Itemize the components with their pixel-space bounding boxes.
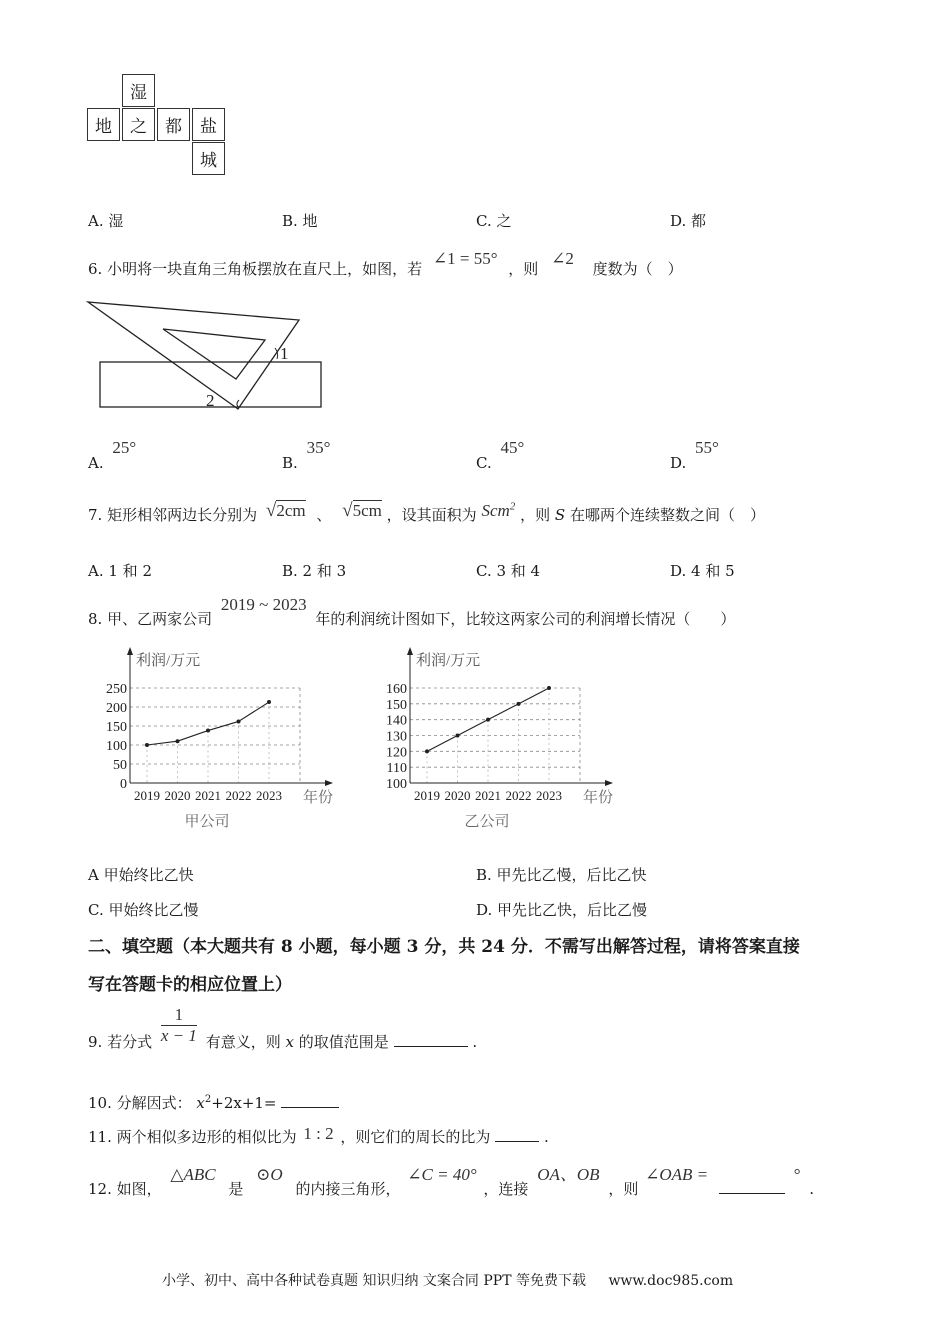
data-point <box>176 739 180 743</box>
q10-lead: 10. 分解因式： <box>88 1094 192 1112</box>
data-point <box>547 686 551 690</box>
option-d[interactable]: D. 都 <box>670 212 707 230</box>
option-value: 45° <box>500 438 525 457</box>
q7-option-a[interactable]: A. 1 和 2 <box>88 562 152 580</box>
q8-lead: 8. 甲、乙两家公司 <box>88 610 213 628</box>
question-8-stem <box>88 594 736 628</box>
q8-years: 2019 ~ 2023 <box>220 595 307 614</box>
q7-var: S <box>554 506 566 524</box>
option-value: 25° <box>112 438 137 457</box>
option-value: 55° <box>695 438 719 457</box>
chart-caption: 甲公司 <box>184 814 230 830</box>
q6-option-d[interactable] <box>670 438 719 472</box>
x-tick-label: 2019 <box>134 788 160 803</box>
q7-mid: ，设其面积为 <box>386 506 477 524</box>
answer-blank[interactable] <box>281 1093 339 1108</box>
q12-segments: OA、OB <box>537 1165 600 1184</box>
q9-tail: 的取值范围是 <box>298 1033 389 1051</box>
x-tick-label: 2023 <box>536 788 562 803</box>
data-point <box>237 719 241 723</box>
q9-end: . <box>472 1033 478 1051</box>
data-point <box>486 718 490 722</box>
option-letter: A. <box>88 454 104 472</box>
q12-degree: ° <box>793 1165 801 1184</box>
q12-triangle: △ABC <box>170 1165 216 1184</box>
x-axis-title: 年份 <box>583 790 614 806</box>
net-cell: 城 <box>192 142 225 175</box>
answer-blank[interactable] <box>495 1127 539 1142</box>
q7-option-b[interactable]: B. 2 和 3 <box>282 562 347 580</box>
q12-end: . <box>809 1180 815 1198</box>
data-point <box>206 729 210 733</box>
y-tick-label: 150 <box>106 720 127 735</box>
q8-tail: 年的利润统计图如下，比较这两家公司的利润增长情况（ ） <box>315 610 736 628</box>
data-point <box>145 743 149 747</box>
q12-mid: 的内接三角形， <box>295 1180 401 1198</box>
q7-sep: 、 <box>316 506 332 524</box>
x-tick-label: 2020 <box>164 788 191 803</box>
q6-target: ∠2 <box>551 249 574 268</box>
data-point <box>456 734 460 738</box>
option-letter: B. <box>282 454 298 472</box>
answer-blank[interactable] <box>394 1032 468 1047</box>
angle-label-2: 2 <box>206 391 215 410</box>
q12-lead: 12. 如图， <box>88 1180 162 1198</box>
x-tick-label: 2019 <box>414 788 440 803</box>
q12-circle: ⊙O <box>256 1165 283 1184</box>
question-12 <box>88 1160 815 1198</box>
q6-option-b[interactable] <box>282 438 331 472</box>
y-tick-label: 200 <box>106 701 127 716</box>
q11-lead: 11. 两个相似多边形的相似比为 <box>88 1128 297 1146</box>
q10-x: x <box>196 1094 205 1112</box>
chart-caption: 乙公司 <box>464 814 510 830</box>
y-tick-label: 140 <box>386 713 407 729</box>
option-b[interactable]: B. 地 <box>282 212 318 230</box>
net-cell: 湿 <box>122 74 155 107</box>
net-cell: 盐 <box>192 108 225 141</box>
answer-blank[interactable] <box>719 1179 785 1194</box>
data-point <box>267 700 271 704</box>
option-c[interactable]: C. 之 <box>476 212 512 230</box>
y-tick-label: 160 <box>386 682 407 697</box>
q7-tail2: 在哪两个连续整数之间（ ） <box>569 506 765 524</box>
y-axis-arrow <box>407 647 413 655</box>
y-tick-label: 150 <box>386 697 407 713</box>
q9-var: x <box>285 1033 294 1051</box>
y-tick-label: 130 <box>386 729 407 745</box>
q7-tail: ，则 <box>520 506 551 524</box>
chart-company-yi <box>365 645 635 830</box>
y-axis-arrow <box>127 647 133 655</box>
set-square-outer <box>88 302 299 409</box>
chart-company-jia <box>85 645 355 830</box>
y-tick-label: 250 <box>106 682 127 697</box>
net-cell: 都 <box>157 108 190 141</box>
q8-option-b[interactable]: B. 甲先比乙慢，后比乙快 <box>476 866 647 884</box>
series-line <box>147 702 269 745</box>
y-tick-label: 110 <box>386 761 407 777</box>
data-point <box>517 702 521 706</box>
option-letter: D. <box>670 454 687 472</box>
y-tick-label: 50 <box>113 758 127 773</box>
q7-option-d[interactable]: D. 4 和 5 <box>670 562 735 580</box>
x-tick-label: 2022 <box>505 788 532 803</box>
data-point <box>425 749 429 753</box>
q6-lead: 6. 小明将一块直角三角板摆放在直尺上，如图，若 <box>88 260 423 278</box>
question-11 <box>88 1126 549 1147</box>
q12-angle: ∠C = 40° <box>407 1165 477 1184</box>
option-value: 35° <box>306 438 331 457</box>
net-cell: 地 <box>87 108 120 141</box>
q12-link: ，连接 <box>483 1180 529 1198</box>
x-axis-arrow <box>325 780 333 786</box>
sqrt-5-cm: √5cm <box>342 500 382 521</box>
q8-option-d[interactable]: D. 甲先比乙快，后比乙慢 <box>476 901 648 919</box>
x-tick-label: 2022 <box>225 788 252 803</box>
net-cell: 之 <box>122 108 155 141</box>
y-tick-label: 100 <box>386 777 407 792</box>
section-heading-line1: 二、填空题（本大题共有 8 小题，每小题 3 分，共 24 分．不需写出解答过程，请将答案直接 <box>88 937 800 957</box>
q7-lead: 7. 矩形相邻两边长分别为 <box>88 506 258 524</box>
q8-option-c[interactable]: C. 甲始终比乙慢 <box>88 901 199 919</box>
q6-condition: ∠1 = 55° <box>432 249 498 268</box>
set-square-inner <box>163 329 265 379</box>
y-axis-title: 利润/万元 <box>416 653 481 669</box>
y-tick-label: 120 <box>386 745 407 761</box>
option-letter: C. <box>476 454 492 472</box>
q11-ratio: 1 : 2 <box>303 1124 334 1143</box>
q9-mid: 有意义，则 <box>205 1033 281 1051</box>
q6-tail: 度数为（ ） <box>592 260 683 278</box>
q12-then: ，则 <box>608 1180 639 1198</box>
footer-text: 小学、初中、高中各种试卷真题 知识归纳 文案合同 PPT 等免费下载 <box>162 1273 586 1289</box>
q6-option-a[interactable] <box>88 438 137 472</box>
question-6-stem <box>88 249 683 279</box>
x-tick-label: 2021 <box>195 788 221 803</box>
q7-option-c[interactable]: C. 3 和 4 <box>476 562 541 580</box>
fraction-denominator: x − 1 <box>160 1026 197 1045</box>
x-tick-label: 2023 <box>256 788 282 803</box>
question-10 <box>88 1092 339 1113</box>
question-9 <box>88 1005 478 1051</box>
q10-rest: +2x+1= <box>211 1094 277 1112</box>
y-tick-label: 100 <box>106 739 127 754</box>
option-a[interactable]: A. 湿 <box>88 212 124 230</box>
q9-lead: 9. 若分式 <box>88 1033 153 1051</box>
fraction-numerator: 1 <box>161 1005 197 1026</box>
footer <box>162 1270 733 1290</box>
q11-end: . <box>544 1128 549 1146</box>
q6-option-c[interactable] <box>476 438 525 472</box>
angle-label-1: 1 <box>280 344 289 363</box>
q8-option-a[interactable]: A 甲始终比乙快 <box>88 866 194 884</box>
q12-ask: ∠OAB = <box>645 1165 709 1184</box>
ruler-triangle-figure <box>80 296 330 414</box>
question-7-stem <box>88 500 765 526</box>
q10-exp: 2 <box>204 1094 212 1105</box>
y-tick-label: 0 <box>120 777 127 792</box>
q11-tail: ，则它们的周长的比为 <box>340 1128 491 1146</box>
y-axis-title: 利润/万元 <box>136 653 201 669</box>
footer-site-link[interactable]: www.doc985.com <box>608 1273 734 1289</box>
x-tick-label: 2021 <box>475 788 501 803</box>
area-expr: Scm$^2$ <box>481 500 516 520</box>
q12-is: 是 <box>228 1180 244 1198</box>
x-tick-label: 2020 <box>444 788 471 803</box>
x-axis-arrow <box>605 780 613 786</box>
section-heading-line2: 写在答题卡的相应位置上） <box>88 975 292 995</box>
q6-mid: ，则 <box>508 260 539 278</box>
fraction <box>161 1005 197 1046</box>
x-axis-title: 年份 <box>303 790 334 806</box>
sqrt-2-cm: √2cm <box>265 500 306 521</box>
